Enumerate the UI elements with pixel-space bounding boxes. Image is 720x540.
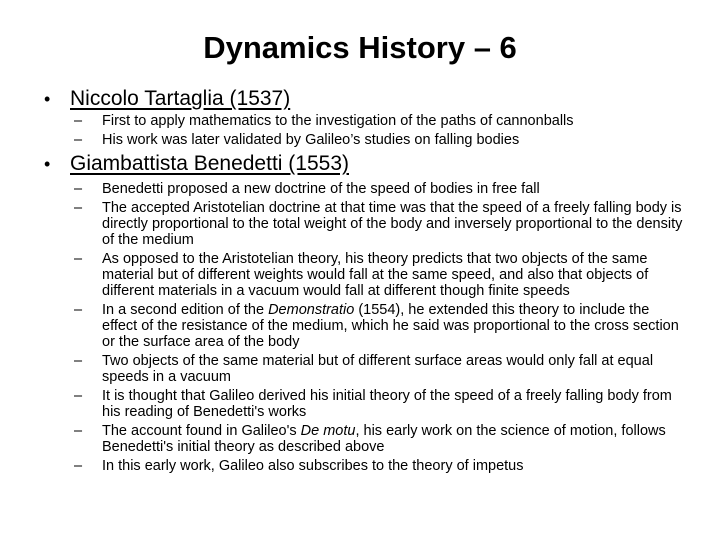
heading-text: Niccolo Tartaglia (1537)	[70, 87, 291, 110]
book-title-italic: Demonstratio	[268, 302, 355, 318]
heading-text: Giambattista Benedetti (1553)	[70, 152, 349, 175]
dash-marker: –	[74, 388, 83, 404]
sub-point	[74, 423, 686, 455]
sub-point-text: First to apply mathematics to the investigation of the paths of cannonballs	[102, 113, 574, 129]
dash-marker: –	[74, 353, 83, 369]
dash-marker: –	[74, 251, 83, 267]
sub-point	[74, 113, 686, 129]
dash-marker: –	[74, 113, 83, 129]
bullet-dot: •	[44, 89, 51, 109]
book-title-italic: De motu	[300, 423, 356, 439]
dash-marker: –	[74, 181, 83, 197]
benedetti-points	[74, 181, 686, 474]
sub-point	[74, 388, 686, 420]
dash-marker: –	[74, 458, 83, 474]
sub-point	[74, 251, 686, 299]
sub-point-text: The accepted Aristotelian doctrine at that time was that the speed of a freely falling body is directly proportional to the total weight of the body and inversely proportional to the density of the medium	[102, 200, 683, 248]
sub-point-text: It is thought that Galileo derived his initial theory of the speed of a freely falling body from his reading of Benedetti's works	[102, 388, 672, 420]
text-before: The account found in Galileo's	[102, 423, 301, 439]
sub-point-text	[102, 302, 686, 350]
sub-point-text: As opposed to the Aristotelian theory, his theory predicts that two objects of the same material but of different weights would fall at the same speed, and also that objects of different materials in a vacuum would fall at different though finite speeds	[102, 251, 649, 299]
dash-marker: –	[74, 423, 83, 439]
dash-marker: –	[74, 302, 83, 318]
sub-point	[74, 132, 686, 148]
text-after: (1554), he extended this theory to include the effect of the resistance of the medium, which he said was proportional to the cross section or the surface area of the body	[102, 302, 679, 350]
sub-point	[74, 353, 686, 385]
tartaglia-points	[74, 113, 686, 148]
dash-marker: –	[74, 200, 83, 216]
sub-point	[74, 200, 686, 248]
sub-point-text	[102, 423, 686, 455]
sub-point	[74, 458, 686, 474]
sub-point-text: His work was later validated by Galileo’s studies on falling bodies	[102, 132, 520, 148]
sub-point-text: Benedetti proposed a new doctrine of the speed of bodies in free fall	[102, 181, 540, 197]
sub-point	[74, 302, 686, 350]
sub-point	[74, 181, 686, 197]
dash-marker: –	[74, 132, 83, 148]
sub-point-text: Two objects of the same material but of different surface areas would only fall at equal speeds in a vacuum	[102, 353, 654, 385]
slide-title: Dynamics History – 6	[203, 30, 517, 65]
text-after: , his early work on the science of motion, follows Benedetti's initial theory as described above	[102, 423, 666, 455]
text-before: In a second edition of the	[102, 302, 269, 318]
bullet-dot: •	[44, 154, 51, 174]
sub-point-text: In this early work, Galileo also subscribes to the theory of impetus	[102, 458, 524, 474]
